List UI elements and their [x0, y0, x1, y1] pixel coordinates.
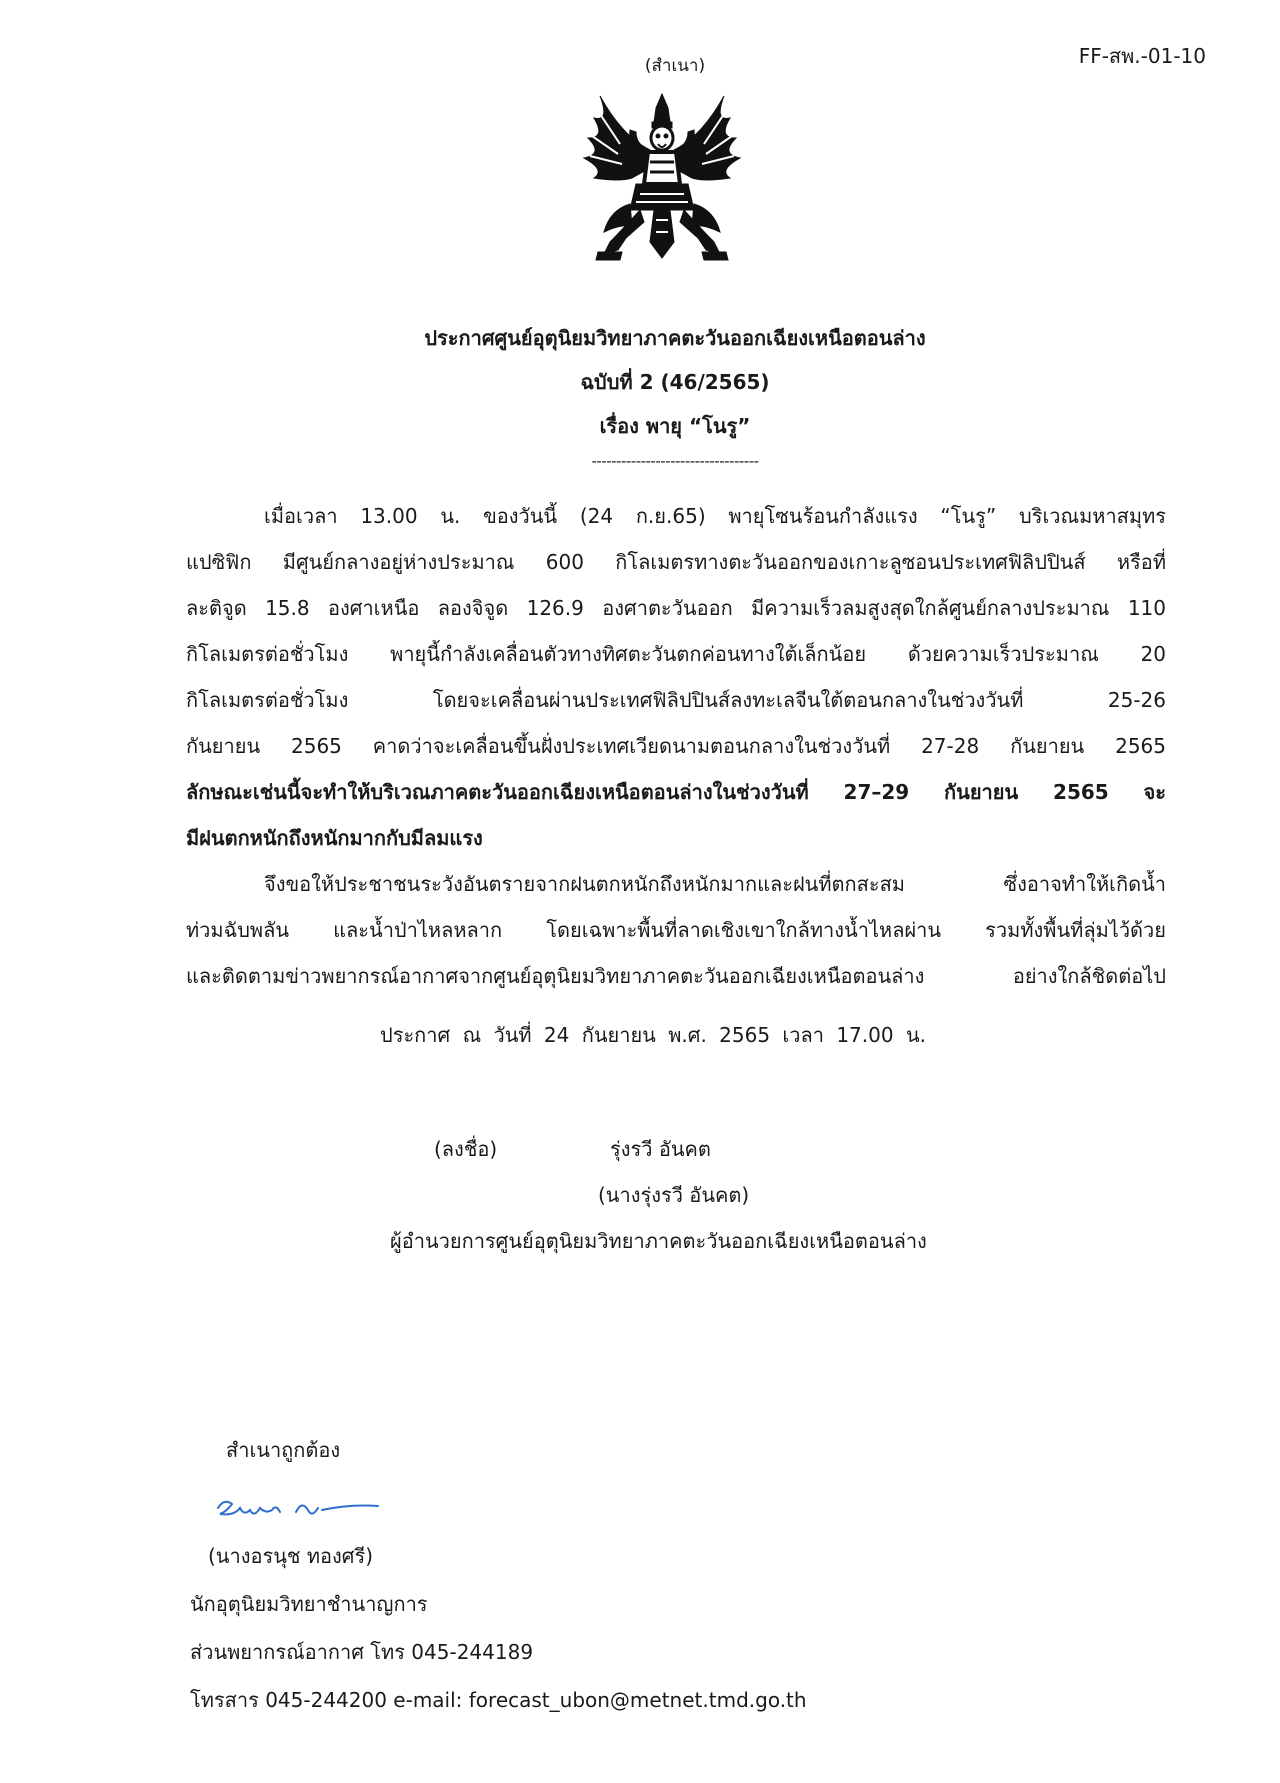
handwritten-signature-icon — [210, 1490, 380, 1530]
body-line: เมื่อเวลา 13.00 น. ของวันนี้ (24 ก.ย.65) พายุโซนร้อนกำลังแรง “โนรู” บริเวณมหาสมุทร — [264, 504, 1166, 528]
signed-name: รุ่งรวี อันคต — [610, 1137, 711, 1161]
copy-mark: (สำเนา) — [644, 56, 706, 76]
body-line: จึงขอให้ประชาชนระวังอันตรายจากฝนตกหนักถึงหนักมากและฝนที่ตกสะสม ซึ่งอาจทำให้เกิดน้ำ — [264, 872, 1166, 896]
body-line-bold: มีฝนตกหนักถึงหนักมากกับมีลมแรง — [186, 826, 483, 850]
certified-copy-label: สำเนาถูกต้อง — [226, 1438, 341, 1462]
body-line: กันยายน 2565 คาดว่าจะเคลื่อนขึ้นฝั่งประเทศเวียดนามตอนกลางในช่วงวันที่ 27-28 กันยายน 2565 — [186, 734, 1166, 758]
document-code: FF-สพ.-01-10 — [1078, 44, 1206, 68]
certifier-position: นักอุตุนิยมวิทยาชำนาญการ — [190, 1592, 428, 1616]
garuda-emblem-icon — [570, 92, 754, 268]
title-divider: ---------------------------------- — [591, 452, 759, 470]
body-line: แปซิฟิก มีศูนย์กลางอยู่ห่างประมาณ 600 กิโลเมตรทางตะวันออกของเกาะลูซอนประเทศฟิลิปปินส์ หรือที่ — [186, 550, 1166, 574]
body-line: ละติจูด 15.8 องศาเหนือ ลองจิจูด 126.9 องศาตะวันออก มีความเร็วลมสูงสุดใกล้ศูนย์กลางประมาณ 110 — [186, 596, 1166, 620]
signed-label: (ลงชื่อ) — [434, 1137, 498, 1161]
signer-full-name: (นางรุ่งรวี อันคต) — [598, 1183, 750, 1207]
fax-email: โทรสาร 045-244200 e-mail: forecast_ubon@metnet.tmd.go.th — [190, 1688, 807, 1712]
announcement-subject: เรื่อง พายุ “โนรู” — [599, 414, 751, 438]
department-phone: ส่วนพยากรณ์อากาศ โทร 045-244189 — [190, 1640, 534, 1664]
announcement-title: ประกาศศูนย์อุตุนิยมวิทยาภาคตะวันออกเฉียงเหนือตอนล่าง — [424, 326, 926, 350]
body-line: กิโลเมตรต่อชั่วโมง โดยจะเคลื่อนผ่านประเทศฟิลิปปินส์ลงทะเลจีนใต้ตอนกลางในช่วงวันที่ 25-26 — [186, 688, 1166, 712]
certifier-name: (นางอรนุช ทองศรี) — [208, 1544, 374, 1568]
body-line-bold: ลักษณะเช่นนี้จะทำให้บริเวณภาคตะวันออกเฉียงเหนือตอนล่างในช่วงวันที่ 27–29 กันยายน 2565 จะ — [186, 780, 1166, 804]
announcement-number: ฉบับที่ 2 (46/2565) — [580, 370, 770, 394]
body-line: และติดตามข่าวพยากรณ์อากาศจากศูนย์อุตุนิยมวิทยาภาคตะวันออกเฉียงเหนือตอนล่าง อย่างใกล้ชิดต่อไป — [186, 964, 1166, 988]
signer-position: ผู้อำนวยการศูนย์อุตุนิยมวิทยาภาคตะวันออกเฉียงเหนือตอนล่าง — [390, 1229, 927, 1253]
body-line: กิโลเมตรต่อชั่วโมง พายุนี้กำลังเคลื่อนตัวทางทิศตะวันตกค่อนทางใต้เล็กน้อย ด้วยความเร็วประมาณ 20 — [186, 642, 1166, 666]
announcement-date: ประกาศ ณ วันที่ 24 กันยายน พ.ศ. 2565 เวลา 17.00 น. — [380, 1023, 926, 1047]
body-line: ท่วมฉับพลัน และน้ำป่าไหลหลาก โดยเฉพาะพื้นที่ลาดเชิงเขาใกล้ทางน้ำไหลผ่าน รวมทั้งพื้นที่ลุ่มไว้ด้วย — [186, 918, 1166, 942]
